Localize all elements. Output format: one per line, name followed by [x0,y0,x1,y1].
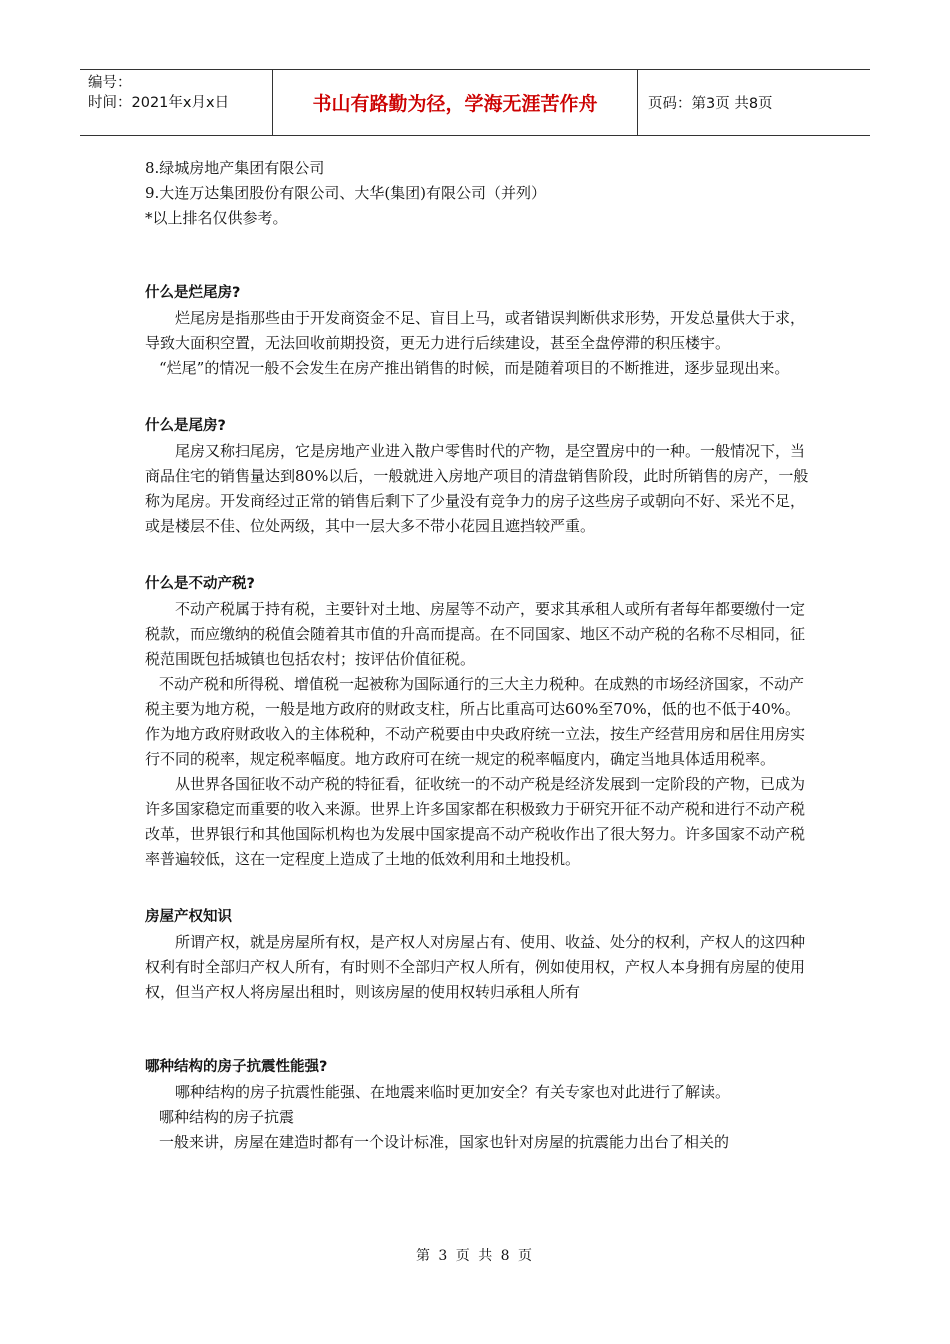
section-title-kangzhen: 哪种结构的房子抗震性能强? [145,1059,328,1075]
section-title-chanquan: 房屋产权知识 [145,909,232,925]
time-label: 时间：2021年x月x日 [88,95,230,111]
paragraph: 哪种结构的房子抗震性能强、在地震来临时更加安全？有关专家也对此进行了解读。 [175,1083,731,1101]
paragraph: 从世界各国征收不动产税的特征看，征收统一的不动产税是经济发展到一定阶段的产物，已成为许多国家稳定而重要的收入来源。世界上许多国家都在积极致力于研究开征不动产税和进行不动产税改革，世界银行和其他国际机构也为发展中国家提高不动产税收作出了很大努力。许多国家不动产税率普遍较低，这在一定程度上造成了土地的低效利用和土地投机。 [145,775,806,868]
list-note: *以上排名仅供参考。 [145,209,288,227]
document-body [145,156,810,1155]
paragraph: 尾房又称扫尾房，它是房地产业进入散户零售时代的产物，是空置房中的一种。一般情况下，当商品住宅的销售量达到80%以后，一般就进入房地产项目的清盘销售阶段，此时所销售的房产，一般称为尾房。开发商经过正常的销售后剩下了少量没有竞争力的房子这些房子或朝向不好、采光不足，或是楼层不佳、位处两级，其中一层大多不带小花园且遮挡较严重。 [145,442,809,535]
section-title-weifang: 什么是尾房? [145,418,226,434]
section-title-lanwei: 什么是烂尾房? [145,285,241,301]
paragraph: 不动产税属于持有税，主要针对土地、房屋等不动产，要求其承租人或所有者每年都要缴付一定税款，而应缴纳的税值会随着其市值的升高而提高。在不同国家、地区不动产税的名称不尽相同，征税范围既包括城镇也包括农村；按评估价值征税。 [145,600,806,668]
header-meta [80,70,272,135]
paragraph: 烂尾房是指那些由于开发商资金不足、盲目上马，或者错误判断供求形势，开发总量供大于求，导致大面积空置，无法回收前期投资，更无力进行后续建设，甚至全盘停滞的积压楼宇。 [145,309,806,352]
list-item: 9.大连万达集团股份有限公司、大华(集团)有限公司（并列） [145,184,547,202]
number-label: 编号： [88,75,132,91]
header-motto: 书山有路勤为径，学海无涯苦作舟 [272,70,638,135]
header-page-info: 页码：第3页 共8页 [648,96,773,112]
section-title-budongchan: 什么是不动产税? [145,576,255,592]
list-item: 8.绿城房地产集团有限公司 [145,159,325,177]
paragraph: 不动产税和所得税、增值税一起被称为国际通行的三大主力税种。在成熟的市场经济国家，不动产税主要为地方税，一般是地方政府的财政支柱，所占比重高可达60%至70%，低的也不低于40%。作为地方政府财政收入的主体税种，不动产税要由中央政府统一立法，按生产经营用房和居住用房实行不同的税率，规定税率幅度。地方政府可在统一规定的税率幅度内，确定当地具体适用税率。 [145,675,806,768]
paragraph: “烂尾”的情况一般不会发生在房产推出销售的时候，而是随着项目的不断推进，逐步显现出来。 [159,359,790,377]
page-footer: 第 3 页 共 8 页 [415,1248,535,1264]
paragraph: 一般来讲，房屋在建造时都有一个设计标准，国家也针对房屋的抗震能力出台了相关的 [159,1133,730,1151]
page-header [80,69,870,136]
paragraph: 哪种结构的房子抗震 [159,1108,295,1126]
paragraph: 所谓产权，就是房屋所有权，是产权人对房屋占有、使用、收益、处分的权利，产权人的这四种权利有时全部归产权人所有，有时则不全部归产权人所有，例如使用权，产权人本身拥有房屋的使用权，但当产权人将房屋出租时，则该房屋的使用权转归承租人所有 [145,933,806,1001]
